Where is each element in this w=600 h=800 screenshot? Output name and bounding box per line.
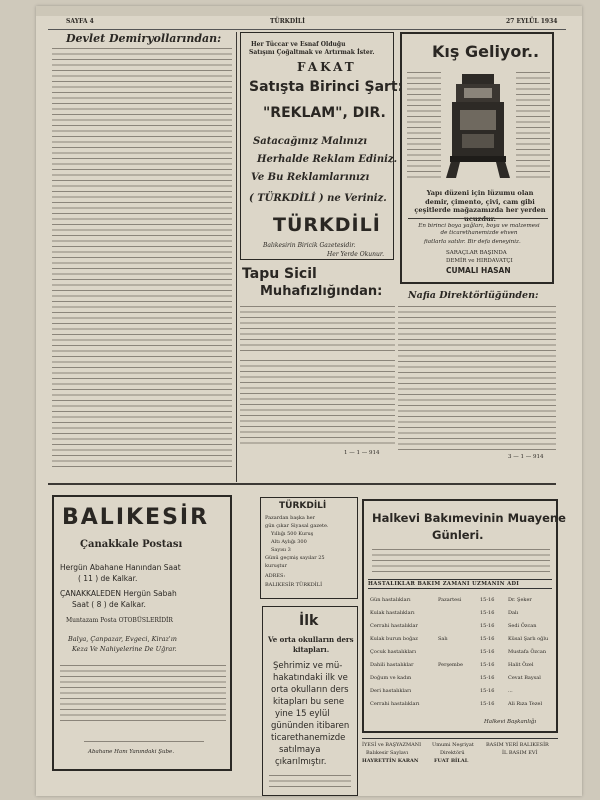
imprint-right1: BASIM YERİ BALIKESİR bbox=[486, 742, 549, 748]
halkevi-intro bbox=[372, 547, 550, 575]
balikesir-line4: Saat ( 8 ) de Kalkar. bbox=[72, 600, 146, 609]
page-date: 27 EYLÜL 1934 bbox=[506, 18, 558, 25]
ilk-l1: Ve orta okulların ders bbox=[268, 635, 354, 644]
balikesir-line1: Hergün Abahane Hanından Saat bbox=[60, 563, 181, 572]
halkevi-row-doctor: Dalı bbox=[508, 610, 519, 616]
turkdili-slogan: Balıkesirin Biricik Gazetesidir. bbox=[263, 242, 356, 249]
halkevi-row-name: Gün hastalıkları bbox=[370, 597, 411, 603]
nafia-title: Nafia Direktörlüğünden: bbox=[408, 290, 539, 301]
ilk-small-text bbox=[269, 773, 351, 789]
halkevi-title: Halkevi Bakımevinin Muayene bbox=[372, 511, 566, 525]
halkevi-row-name: Dahili hastalıklar bbox=[370, 662, 414, 668]
halkevi-row-day: Salı bbox=[438, 636, 448, 642]
subs-l1: Pazardan başka her bbox=[265, 515, 316, 521]
halkevi-row-doctor: Küsal Şarlı oğlu bbox=[508, 636, 549, 642]
nafia-section bbox=[398, 288, 556, 468]
imprint-left1: İYESİ ve BAŞYAZMANI bbox=[362, 742, 422, 748]
halkevi-row bbox=[368, 647, 554, 659]
stove-illustration bbox=[442, 70, 514, 182]
subs-l4: Altı Aylığı 300 bbox=[271, 539, 307, 545]
turkdili-ad-line1: Her Tüccar ve Esnaf Olduğu bbox=[251, 41, 346, 48]
horizontal-rule bbox=[48, 483, 556, 485]
imprint-mid1: Umumi Neşriyat bbox=[432, 742, 474, 748]
newspaper-page bbox=[36, 6, 582, 796]
halkevi-row-day: Pazartesi bbox=[438, 597, 462, 603]
kis-divider bbox=[408, 218, 548, 219]
ilk-l7: yine 15 eylül bbox=[275, 709, 330, 719]
tapu-title2: Muhafızlığından: bbox=[260, 284, 383, 299]
halkevi-row-time: 15-16 bbox=[480, 636, 495, 642]
turkdili-ad-sart: Satışta Birinci Şart: bbox=[249, 79, 404, 95]
halkevi-row-doctor: Cevat Baysal bbox=[508, 675, 541, 681]
halkevi-row-doctor: Halit Özel bbox=[508, 662, 534, 668]
tapu-sign: 1 — 1 — 914 bbox=[344, 450, 380, 456]
halkevi-row bbox=[368, 621, 554, 633]
ilk-l4: hakatındaki ilk ve bbox=[273, 673, 348, 683]
halkevi-row-name: Cerrahi hastalıkları bbox=[370, 701, 420, 707]
turkdili-ad-reklam: "REKLAM", DIR. bbox=[263, 105, 386, 121]
kis-right-text bbox=[516, 70, 550, 180]
page-number: SAYFA 4 bbox=[66, 18, 94, 25]
halkevi-ad bbox=[362, 499, 566, 733]
kis-note1: En birinci boya yağları, boya ve malzemesi de ticarethanemizde ehven bbox=[418, 223, 540, 236]
demiryollari-column bbox=[50, 30, 235, 480]
subs-l7: kuruştur bbox=[265, 563, 288, 569]
subs-l3: Yıllığı 500 Kuruş bbox=[271, 531, 314, 537]
ilk-l6: kitapları bu sene bbox=[273, 697, 345, 707]
subs-l8: ADRES: bbox=[265, 573, 286, 579]
halkevi-footer: Halkevi Başkanlığı bbox=[484, 719, 537, 725]
turkdili-ad-line4: Herhalde Reklam Ediniz. bbox=[257, 154, 398, 165]
turkdili-ad-line2: Satışını Çoğaltmak ve Artırmak İster. bbox=[249, 49, 375, 56]
subs-l2: gün çıkar Siyasal gazete. bbox=[265, 523, 329, 529]
kis-body-1: Yapı düzeni için lüzumu olan demir, çimento, çivi, cam gibi çeşitlerde mağazamızda her yerden bbox=[414, 189, 546, 214]
halkevi-row bbox=[368, 595, 554, 607]
halkevi-title2: Günleri. bbox=[432, 528, 484, 542]
halkevi-row-name: Deri hastalıkları bbox=[370, 688, 412, 694]
halkevi-row bbox=[368, 673, 554, 685]
imprint-mid2: Direktörü bbox=[440, 750, 465, 756]
nafia-sign: 3 — 1 — 914 bbox=[508, 454, 544, 460]
turkdili-ad bbox=[240, 32, 404, 260]
turkdili-ad-line6: ( TÜRKDİLİ ) ne Veriniz. bbox=[249, 193, 387, 204]
column-rule-1 bbox=[236, 32, 237, 482]
ilk-l2: kitapları. bbox=[293, 645, 330, 654]
imprint-left2: Balıkesir Saylavı bbox=[366, 750, 409, 756]
halkevi-row-time: 15-16 bbox=[480, 662, 495, 668]
halkevi-row bbox=[368, 608, 554, 620]
kis-geliyor-ad bbox=[400, 32, 554, 284]
imprint-right2: İL BASIM EVİ bbox=[502, 750, 538, 756]
turkdili-ad-fakat: FAKAT bbox=[297, 60, 357, 74]
halkevi-row-name: Kulak hastalıkları bbox=[370, 610, 415, 616]
halkevi-row-doctor: Ali Rıza Tezel bbox=[508, 701, 543, 707]
balikesir-line5: Muntazam Posta OTOBÜSLERİDİR bbox=[66, 617, 173, 624]
imprint-left3: HAYRETTİN KARAN bbox=[362, 758, 419, 764]
halkevi-table bbox=[368, 595, 554, 715]
halkevi-row-doctor: Mustafa Özcan bbox=[508, 649, 547, 655]
demiryollari-title: Devlet Demiryollarından: bbox=[66, 32, 222, 45]
halkevi-row bbox=[368, 660, 554, 672]
tapu-section bbox=[240, 264, 395, 464]
kis-sig2: DEMİR ve HIRDAVATÇI bbox=[446, 258, 513, 264]
halkevi-row-time: 15-16 bbox=[480, 623, 495, 629]
halkevi-row-doctor: Dr. Şeker bbox=[508, 597, 532, 603]
ilk-title: İlk bbox=[299, 613, 319, 629]
ilk-l5: orta okulların ders bbox=[271, 685, 349, 695]
page-top-band bbox=[36, 6, 582, 16]
halkevi-row-day: Perşembe bbox=[438, 662, 463, 668]
balikesir-title: BALIKESİR bbox=[62, 505, 210, 530]
school-books-ad bbox=[262, 606, 358, 796]
halkevi-row-name: Çocuk hastalıkları bbox=[370, 649, 417, 655]
balikesir-line3: ÇANAKKALEDEN Hergün Sabah bbox=[60, 589, 177, 598]
subs-l6: Günü geçmiş sayılar 25 bbox=[265, 555, 325, 561]
kis-sig1: SARAÇLAR BAŞINDA bbox=[446, 250, 507, 256]
kis-sig3: CUMALI HASAN bbox=[446, 266, 511, 275]
turkdili-logo: TÜRKDİLİ bbox=[273, 214, 381, 236]
ilk-l11: çıkarılmıştır. bbox=[275, 757, 327, 767]
halkevi-row bbox=[368, 634, 554, 646]
demiryollari-text bbox=[52, 46, 232, 471]
subscription-box bbox=[260, 497, 358, 599]
balikesir-footer-text bbox=[84, 739, 204, 745]
subs-l5: Sayısı 3 bbox=[271, 547, 291, 553]
halkevi-row-name: Doğum ve kadın bbox=[370, 675, 412, 681]
tapu-title: Tapu Sicil bbox=[242, 266, 317, 282]
turkdili-ad-line5: Ve Bu Reklamlarınızı bbox=[251, 172, 370, 183]
nafia-text bbox=[398, 304, 556, 454]
paper-name: TÜRKDİLİ bbox=[270, 18, 305, 25]
halkevi-row-name: Kulak burun boğaz bbox=[370, 636, 418, 642]
ilk-l10: satılmaya bbox=[279, 745, 321, 755]
turkdili-slogan2: Her Yerde Okunur. bbox=[327, 251, 384, 258]
halkevi-row bbox=[368, 686, 554, 698]
balikesir-small-text bbox=[60, 663, 226, 723]
turkdili-ad-line3: Satacağınız Malınızı bbox=[253, 136, 368, 147]
halkevi-row-doctor: Sedi Özcan bbox=[508, 623, 537, 629]
balikesir-footer: Abahane Hanı Yanındaki Şube. bbox=[88, 749, 175, 755]
halkevi-row-time: 15-16 bbox=[480, 701, 495, 707]
tapu-text-2 bbox=[240, 358, 395, 448]
halkevi-row-time: 15-16 bbox=[480, 597, 495, 603]
halkevi-row-time: 15-16 bbox=[480, 688, 495, 694]
balikesir-postasi-ad bbox=[52, 495, 232, 771]
balikesir-subtitle: Çanakkale Postası bbox=[80, 539, 183, 550]
subs-title: TÜRKDİLİ bbox=[279, 501, 327, 511]
kis-note2: fiatlarla satılır. Bir defa deneyiniz. bbox=[424, 239, 521, 245]
halkevi-row-doctor: ... bbox=[508, 688, 513, 694]
halkevi-table-header: HASTALIKLAR BAKIM ZAMANI UZMANIN ADI bbox=[368, 579, 552, 589]
imprint bbox=[362, 738, 558, 789]
balikesir-line7: Keza Ve Nahiyelerine De Uğrar. bbox=[72, 645, 177, 653]
kis-left-text bbox=[407, 70, 441, 180]
page-header bbox=[48, 17, 566, 30]
imprint-mid3: FUAT BİLAL bbox=[434, 758, 469, 764]
ilk-l9: ticarethanemizde bbox=[271, 733, 346, 743]
balikesir-line6: Balya, Çanpazar, Evgeci, Kiraz'ın bbox=[68, 635, 177, 643]
halkevi-row-time: 15-16 bbox=[480, 649, 495, 655]
kis-geliyor-title: Kış Geliyor.. bbox=[432, 42, 540, 61]
halkevi-row bbox=[368, 699, 554, 711]
balikesir-line2: ( 11 ) de Kalkar. bbox=[78, 574, 138, 583]
ilk-l8: gününden itibaren bbox=[271, 721, 350, 731]
halkevi-row-time: 15-16 bbox=[480, 610, 495, 616]
halkevi-row-time: 15-16 bbox=[480, 675, 495, 681]
ilk-l3: Şehrimiz ve mü- bbox=[273, 661, 343, 671]
subs-l9: BALIKESİR TÜRKDİLİ bbox=[265, 582, 323, 588]
tapu-text-1 bbox=[240, 304, 395, 354]
halkevi-row-name: Cerrahi hastalıklar bbox=[370, 623, 418, 629]
